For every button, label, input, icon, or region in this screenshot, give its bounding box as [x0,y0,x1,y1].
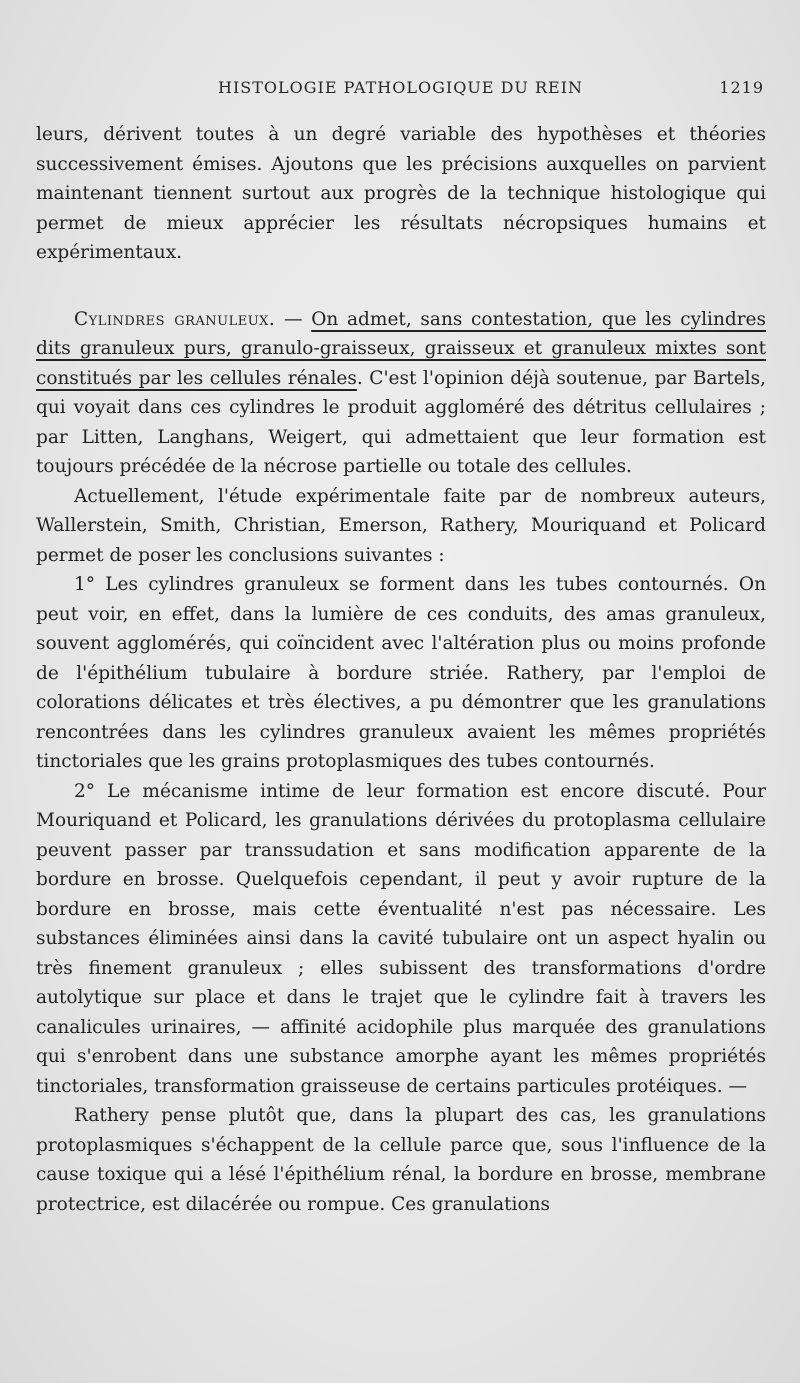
underlined-passage: On admet, sans contestation, que les cylindres dits granuleux purs, granulo-graisseux, graisseux et granuleux mixtes sont constitués par les cellules rénales [36,308,766,389]
heading-dash: — [275,308,312,330]
paragraph-5: 2° Le mécanisme intime de leur formation est encore discuté. Pour Mouriquand et Policard, les granulations dérivées du protoplasma cellulaire peuvent passer par transsudation et sans modification apparente de la bordure en brosse. Quelquefois cependant, il peut y avoir rupture de la bordure en brosse, mais cette éventualité n'est pas nécessaire. Les substances éliminées ainsi dans la cavité tubulaire ont un aspect hyalin ou très finement granuleux ; elles subissent des transformations d'ordre autolytique sur place et dans le trajet que le cylindre fait à travers les canalicules urinaires, — affinité acidophile plus marquée des granulations qui s'enrobent dans une substance amorphe ayant les mêmes propriétés tinctoriales, transformation graisseuse de certains particules protéiques. — [36,780,766,1097]
body-text [36,120,766,1219]
running-title: HISTOLOGIE PATHOLOGIQUE DU REIN [218,78,584,97]
page-number: 1219 [719,78,764,97]
paragraph-3: Actuellement, l'étude expérimentale faite par de nombreux auteurs, Wallerstein, Smith, Christian, Emerson, Rathery, Mouriquand et Policard permet de poser les conclusions suivantes : [36,485,766,566]
section-heading: Cylindres granuleux. [74,308,276,330]
paragraph-2-rest: . C'est l'opinion déjà soutenue, par Bartels, qui voyait dans ces cylindres le produit aggloméré des détritus cellulaires ; par Litten, Langhans, Weigert, qui admettaient que leur formation est toujours précédée de la nécrose partielle ou totale des cellules. [36,367,766,477]
paragraph-4: 1° Les cylindres granuleux se forment dans les tubes contournés. On peut voir, en effet, dans la lumière de ces conduits, des amas granuleux, souvent agglomérés, qui coïncident avec l'altération plus ou moins profonde de l'épithélium tubulaire à bordure striée. Rathery, par l'emploi de colorations délicates et très électives, a pu démontrer que les granulations rencontrées dans les cylindres granuleux avaient les mêmes propriétés tinctoriales que les grains protoplasmiques des tubes contournés. [36,574,766,772]
paragraph-1: leurs, dérivent toutes à un degré variable des hypothèses et théories successivement émises. Ajoutons que les précisions auxquelles on parvient maintenant tiennent surtout aux progrès de la technique histologique qui permet de mieux apprécier les résultats nécropsiques humains et expérimentaux. [36,124,766,263]
paragraph-6: Rathery pense plutôt que, dans la plupart des cas, les granulations protoplasmiques s'échappent de la cellule parce que, sous l'influence de la cause toxique qui a lésé l'épithélium rénal, la bordure en brosse, membrane protectrice, est dilacérée ou rompue. Ces granulations [36,1105,766,1215]
running-header [0,78,800,108]
paragraph-2 [36,305,766,482]
